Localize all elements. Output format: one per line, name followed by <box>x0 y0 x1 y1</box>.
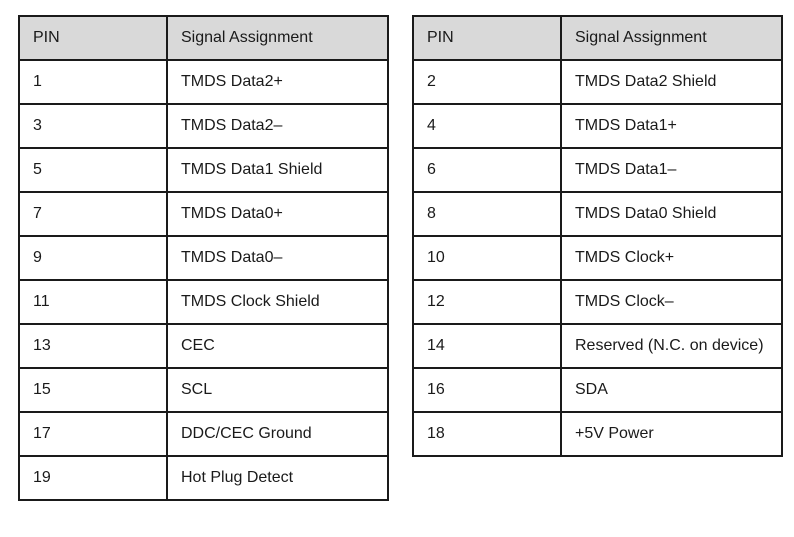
table-row <box>19 148 388 192</box>
table-row <box>413 280 782 324</box>
signal-cell: CEC <box>167 324 388 368</box>
signal-cell: TMDS Data2+ <box>167 60 388 104</box>
signal-cell: TMDS Data0+ <box>167 192 388 236</box>
table-row <box>19 324 388 368</box>
signal-cell: TMDS Data1 Shield <box>167 148 388 192</box>
table-row <box>19 192 388 236</box>
pin-cell: 6 <box>413 148 561 192</box>
pin-cell: 8 <box>413 192 561 236</box>
header-row <box>413 16 782 60</box>
table-row <box>19 236 388 280</box>
pin-cell: 14 <box>413 324 561 368</box>
pin-cell: 19 <box>19 456 167 500</box>
table-row <box>19 280 388 324</box>
pin-cell: 16 <box>413 368 561 412</box>
table-row <box>413 324 782 368</box>
pin-cell: 17 <box>19 412 167 456</box>
signal-cell: Reserved (N.C. on device) <box>561 324 782 368</box>
pin-cell: 15 <box>19 368 167 412</box>
pin-cell: 9 <box>19 236 167 280</box>
signal-cell: TMDS Clock– <box>561 280 782 324</box>
signal-cell: DDC/CEC Ground <box>167 412 388 456</box>
signal-cell: TMDS Data2– <box>167 104 388 148</box>
signal-cell: TMDS Data1+ <box>561 104 782 148</box>
pin-cell: 7 <box>19 192 167 236</box>
table-row <box>19 456 388 500</box>
pin-column-header: PIN <box>413 16 561 60</box>
signal-cell: TMDS Clock+ <box>561 236 782 280</box>
signal-cell: SCL <box>167 368 388 412</box>
table-row <box>413 148 782 192</box>
signal-cell: TMDS Data2 Shield <box>561 60 782 104</box>
table-row <box>19 104 388 148</box>
table-row <box>413 104 782 148</box>
table-row <box>413 368 782 412</box>
pin-cell: 2 <box>413 60 561 104</box>
table-row <box>413 412 782 456</box>
signal-cell: Hot Plug Detect <box>167 456 388 500</box>
table-row <box>413 236 782 280</box>
pin-cell: 5 <box>19 148 167 192</box>
signal-cell: SDA <box>561 368 782 412</box>
pinout-table-odd-pins <box>18 15 389 501</box>
header-row <box>19 16 388 60</box>
pin-cell: 11 <box>19 280 167 324</box>
signal-column-header: Signal Assignment <box>561 16 782 60</box>
pin-cell: 12 <box>413 280 561 324</box>
pin-cell: 4 <box>413 104 561 148</box>
table-row <box>413 60 782 104</box>
pin-cell: 18 <box>413 412 561 456</box>
pinout-table-even-pins <box>412 15 783 457</box>
table-row <box>19 60 388 104</box>
signal-cell: TMDS Data0 Shield <box>561 192 782 236</box>
pin-cell: 1 <box>19 60 167 104</box>
table-row <box>413 192 782 236</box>
table-row <box>19 368 388 412</box>
pin-cell: 3 <box>19 104 167 148</box>
pin-cell: 13 <box>19 324 167 368</box>
pin-column-header: PIN <box>19 16 167 60</box>
signal-cell: TMDS Clock Shield <box>167 280 388 324</box>
pin-cell: 10 <box>413 236 561 280</box>
signal-cell: TMDS Data1– <box>561 148 782 192</box>
signal-cell: TMDS Data0– <box>167 236 388 280</box>
signal-cell: +5V Power <box>561 412 782 456</box>
table-row <box>19 412 388 456</box>
signal-column-header: Signal Assignment <box>167 16 388 60</box>
